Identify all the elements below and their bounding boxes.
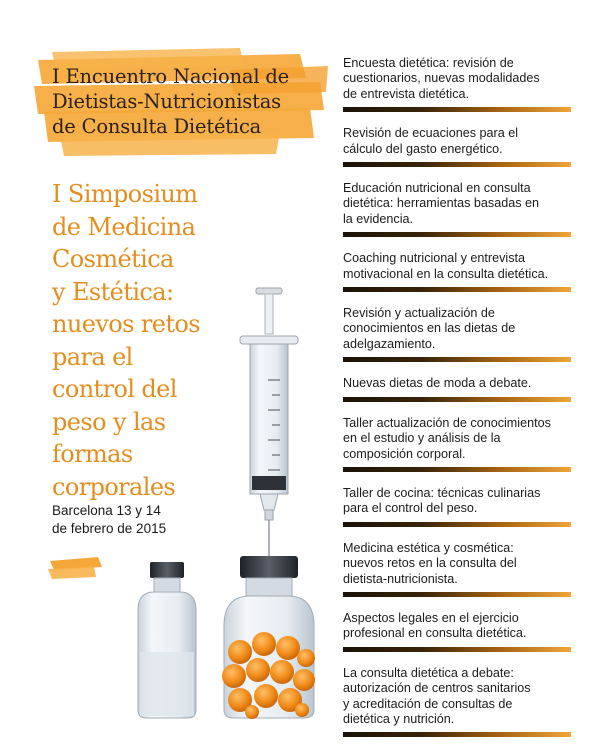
symposium-title-line: formas [52,440,133,468]
topic-item [343,376,585,401]
gradient-divider [343,107,571,112]
topic-line: Revisión y actualización de [343,306,495,321]
topic-text [343,666,585,728]
topic-line: composición corporal. [343,446,466,461]
topic-line: en el estudio y análisis de la [343,431,501,446]
topic-text [343,56,585,102]
topic-line: Nuevas dietas de moda a debate. [343,376,532,391]
topic-line: dietética y nutrición. [343,711,455,726]
gradient-divider [343,467,571,472]
topic-item [343,306,585,362]
symposium-title-line: control del [52,375,177,403]
topic-text [343,306,585,352]
topic-line: profesional en consulta dietética. [343,626,527,641]
topic-line: autorización de centros sanitarios [343,681,531,696]
gradient-divider [343,732,571,737]
topic-text [343,541,585,587]
topic-line: Taller de cocina: técnicas culinarias [343,485,541,500]
topic-item [343,486,585,527]
topic-text [343,126,585,157]
gradient-divider [343,397,571,402]
topic-line: y acreditación de consultas de [343,696,513,711]
topic-line: para el control del peso. [343,501,478,516]
topic-line: La consulta dietética a debate: [343,665,514,680]
gradient-divider [343,162,571,167]
topic-text [343,376,585,391]
gradient-divider [343,287,571,292]
event-title-line: I Encuentro Nacional de [52,65,289,88]
topic-line: dietética: herramientas basadas en [343,196,540,211]
symposium-title-line: para el [52,342,133,371]
topic-item [343,666,585,738]
event-title-line: de Consulta Dietética [52,115,262,138]
topic-text [343,181,585,227]
topic-line: Taller actualización de conocimientos [343,415,551,430]
topic-line: de entrevista dietética. [343,86,470,101]
topic-item [343,541,585,597]
topic-line: Medicina estética y cosmética: [343,540,514,555]
syringe-and-vials-illustration [120,280,320,720]
symposium-title-line: nuevos retos [52,310,200,338]
gradient-divider [343,232,571,237]
topic-text [343,611,585,642]
topic-line: Educación nutricional en consulta [343,181,531,196]
topic-item [343,611,585,652]
topic-line: Coaching nutricional y entrevista [343,251,526,266]
gradient-divider [343,647,571,652]
orange-brush-mark [48,557,102,579]
topic-item [343,181,585,237]
topic-item [343,56,585,112]
event-title [52,64,332,139]
topic-line: nuevos retos en la consulta del [343,556,517,571]
gradient-divider [343,522,571,527]
symposium-title-line: peso y las [52,407,166,436]
topic-item [343,416,585,472]
symposium-title-line: de Medicina [52,212,196,241]
topic-line: dietista-nutricionista. [343,571,458,586]
topic-line: motivacional en la consulta dietética. [343,266,549,281]
topic-text [343,416,585,462]
topic-list [343,56,585,751]
topic-item [343,126,585,167]
topic-text [343,486,585,517]
topic-line: Encuesta dietética: revisión de [343,56,514,70]
topic-line: Aspectos legales en el ejercicio [343,610,519,625]
topic-line: cálculo del gasto energético. [343,141,503,156]
topic-line: conocimientos en las dietas de [343,321,516,336]
symposium-title-line: y Estética: [52,277,174,306]
event-title-line: Dietistas-Nutricionistas [52,90,281,113]
topic-line: Revisión de ecuaciones para el [343,126,519,141]
symposium-title-line: Cosmética [52,245,174,273]
topic-line: cuestionarios, nuevas modalidades [343,71,540,86]
topic-item [343,251,585,292]
topic-line: adelgazamiento. [343,336,436,351]
symposium-title-line: I Simposium [52,180,198,208]
gradient-divider [343,592,571,597]
event-date-line: de febrero de 2015 [52,521,167,536]
gradient-divider [343,357,571,362]
symposium-title-line: corporales [52,472,176,501]
topic-text [343,251,585,282]
topic-line: la evidencia. [343,211,414,226]
event-date-line: Barcelona 13 y 14 [52,503,161,518]
